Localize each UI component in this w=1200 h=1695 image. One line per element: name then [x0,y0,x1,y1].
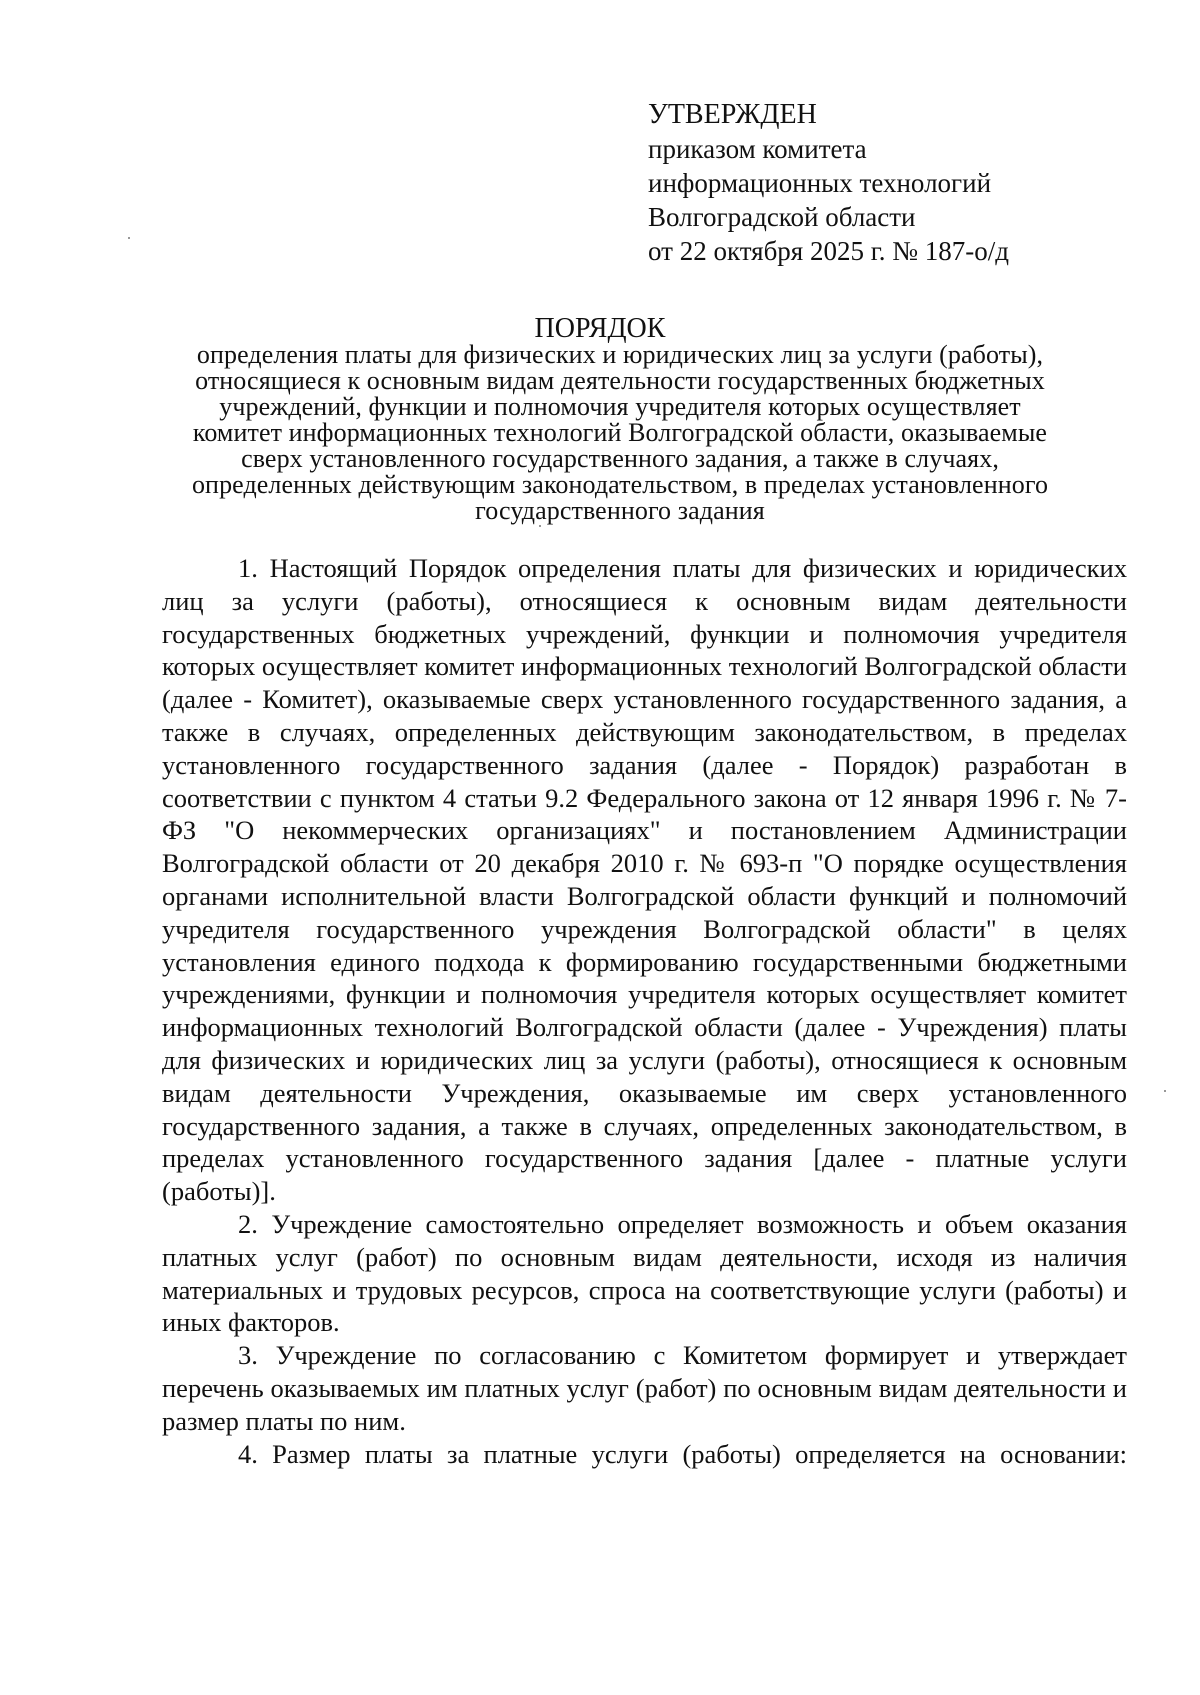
approval-date: от 22 октября 2025 г. № 187-о/д [648,236,1009,266]
approval-line: Волгоградской области [648,202,916,232]
subtitle-line: государственного задания [475,496,765,525]
scan-speck [128,237,130,239]
subtitle-line: относящиеся к основным видам деятельности государственных бюджетных [195,366,1045,395]
scan-speck [1164,1090,1166,1092]
document-title: ПОРЯДОК [534,313,666,344]
scan-speck [539,525,541,527]
approval-title: УТВЕРЖДЕН [648,99,817,130]
subtitle-line: определения платы для физических и юридических лиц за услуги (работы), [196,340,1044,369]
document-body [162,552,1127,1470]
paragraph-1: 1. Настоящий Порядок определения платы для физических и юридических лиц за услуги (работы), относящиеся к основным видам деятельности государственных бюджетных учреждений, функции и полномочия учредителя которых осуществляет комитет информационных технологий Волгоградской области (далее - Комитет), оказываемые сверх установленного государственного задания, а также в случаях, определенных действующим законодательством, в пределах установленного государственного задания (далее - Порядок) разработан в соответствии с пунктом 4 статьи 9.2 Федерального закона от 12 января 1996 г. № 7-ФЗ "О некоммерческих организациях" и постановлением Администрации Волгоградской области от 20 декабря 2010 г. № 693-п "О порядке осуществления органами исполнительной власти Волгоградской области функций и полномочий учредителя государственного учреждения Волгоградской области" в целях установления единого подхода к формированию государственными бюджетными учреждениями, функции и полномочия учредителя которых осуществляет комитет информационных технологий Волгоградской области (далее - Учреждения) платы для физических и юридических лиц за услуги (работы), относящиеся к основным видам деятельности Учреждения, оказываемые им сверх установленного государственного задания, а также в случаях, определенных законодательством, в пределах установленного государственного задания [далее - платные услуги (работы)]. [162,553,1127,1207]
paragraph-4: 4. Размер платы за платные услуги (работы) определяется на основании: [238,1438,1127,1469]
subtitle-line: сверх установленного государственного задания, а также в случаях, [241,444,999,473]
subtitle-line: определенных действующим законодательством, в пределах установленного [191,470,1049,499]
subtitle-line: комитет информационных технологий Волгоградской области, оказываемые [192,418,1048,447]
approval-stamp [648,98,1009,268]
approval-line: приказом комитета [648,134,867,164]
approval-line: информационных технологий [648,168,992,198]
paragraph-2: 2. Учреждение самостоятельно определяет возможность и объем оказания платных услуг (работ) по основным видам деятельности, исходя из наличия материальных и трудовых ресурсов, спроса на соответствующие услуги (работы) и иных факторов. [162,1208,1127,1338]
subtitle-line: учреждений, функции и полномочия учредителя которых осуществляет [219,392,1021,421]
paragraph-3: 3. Учреждение по согласованию с Комитетом формирует и утверждает перечень оказываемых им платных услуг (работ) по основным видам деятельности и размер платы по ним. [162,1340,1127,1436]
document-subtitle [140,342,1100,524]
